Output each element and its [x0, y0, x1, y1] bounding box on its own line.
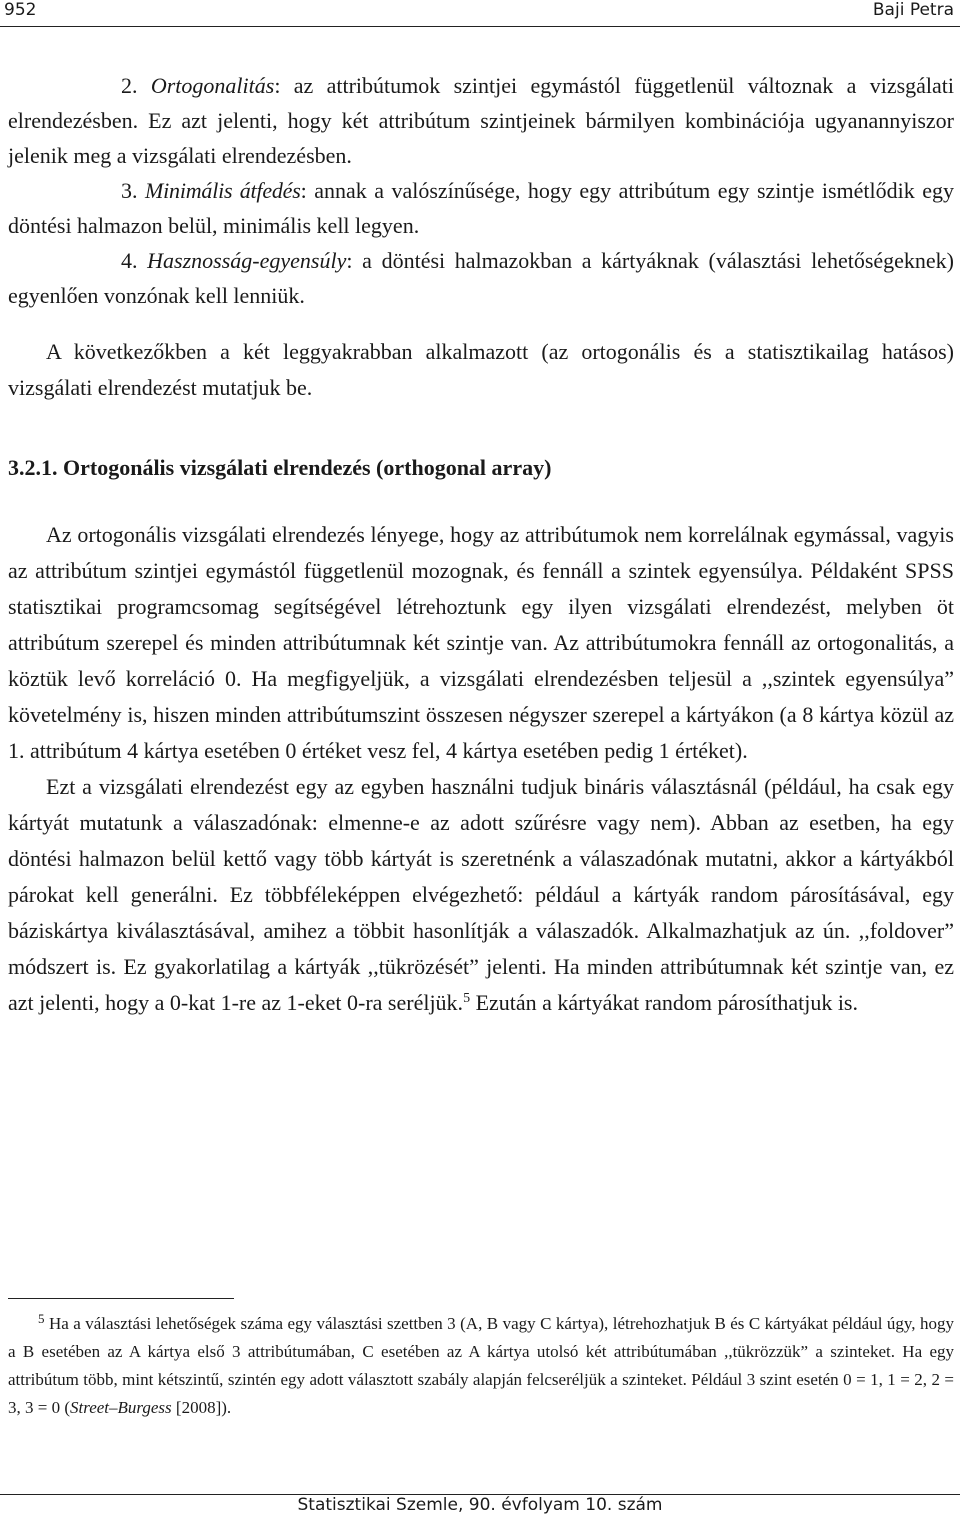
list-item-text: : a döntési halmazokban a kártyáknak (választási lehetőségeknek) egyenlően vonzónak kell lenniük. — [8, 248, 954, 308]
journal-name: Statisztikai Szemle, 90. évfolyam 10. szám — [297, 1495, 663, 1515]
running-footer — [0, 1494, 960, 1515]
list-item-term: Minimális átfedés — [144, 178, 301, 203]
author-name: Baji Petra — [872, 0, 954, 20]
list-item-minimal-overlap — [8, 173, 954, 243]
footnote-text-end: [2008]). — [171, 1398, 232, 1417]
list-item-number: 2. — [121, 73, 138, 98]
running-header — [0, 0, 960, 27]
list-item-utility-balance — [8, 243, 954, 313]
intro-paragraph: A következőkben a két leggyakrabban alkalmazott (az ortogonális és a statisztikailag hatásos) vizsgálati elrendezést mutatjuk be. — [8, 339, 954, 400]
list-item-term: Ortogonalitás — [150, 73, 275, 98]
list-item-text: : az attribútumok szintjei egymástól függetlenül változnak a vizsgálati elrendezésben. Ez azt jelenti, hogy két attribútum szintjeinek bármilyen kombinációja ugyanannyiszor jelenik meg a vizsgálati elrendezésben. — [8, 73, 955, 168]
list-item-number: 3. — [121, 178, 138, 203]
list-item-term: Hasznosság-egyensúly — [147, 248, 347, 273]
footnote-citation: Street–Burgess — [70, 1398, 172, 1417]
list-item-orthogonality — [8, 68, 954, 173]
list-item-number: 4. — [121, 248, 138, 273]
footnote-separator — [8, 1298, 234, 1299]
list-item-text: : annak a valószínűsége, hogy egy attribútum egy szintje ismétlődik egy döntési halmazon belül, minimális kell legyen. — [8, 178, 955, 238]
paragraph-text: Ezt a vizsgálati elrendezést egy az egyben használni tudjuk bináris választásnál (például, ha csak egy kártyát mutatunk a válaszadónak: elmenne-e az adott szűrésre vagy nem). Abban az esetben, ha egy döntési halmazon belül kettő vagy több kártyát is szeretnénk a válaszadónak mutatni, akkor a kártyákból párokat kell generálni. Ez többféleképpen elvégezhető: például a kártyák random párosításával, egy báziskártya kiválasztásával, amihez a többit hasonlítják a válaszadók. Alkalmazhatjuk az ún. ,,foldover” módszert is. Ez gyakorlatilag a kártyák ,,tükrözését” jelenti. Ha minden attribútumnak két szintje van, ez azt jelenti, hogy a 0-kat 1-re az 1-eket 0-ra seréljük. — [8, 774, 954, 1015]
body-paragraph-2 — [8, 769, 954, 1021]
footnote-text: Ha a választási lehetőségek száma egy választási szettben 3 (A, B vagy C kártya), létrehozhatjuk B és C kártyákat például úgy, hogy a B esetében az A kártya első 3 attribútumában, C esetében az A kártya utolsó két attribútumában ,,tükrözzük” a szinteket. Ha egy attribútum több, mint kétszintű, szintén egy adott választott szabály alapján felcseréljük a szinteket. Például 3 szint esetén 0 = 1, 1 = 2, 2 = 3, 3 = 0 ( — [8, 1314, 954, 1417]
paragraph-text-end: Ezután a kártyákat random párosíthatjuk is. — [470, 990, 858, 1015]
section-heading: 3.2.1. Ortogonális vizsgálati elrendezés (orthogonal array) — [8, 455, 552, 480]
footnote-mark: 5 — [38, 1311, 45, 1326]
body-paragraph-1: Az ortogonális vizsgálati elrendezés lényege, hogy az attribútumok nem korrelálnak egymással, vagyis az attribútum szintjei egymástól függetlenül mozognak, és fennáll a szintek egyensúlya. Példaként SPSS statisztikai programcsomag segítségével létrehoztunk egy ilyen vizsgálati elrendezést, melyben öt attribútum szerepel és minden attribútumnak két szintje van. Az attribútumokra fennáll az ortogonalitás, a köztük levő korreláció 0. Ha megfigyeljük, a vizsgálati elrendezésben teljesül a ,,szintek egyensúlya” követelmény is, hiszen minden attribútumszint összesen négyszer szerepel a kártyákon (a 8 kártya közül az 1. attribútum 4 kártya esetében 0 értéket vesz fel, 4 kártya esetében pedig 1 értéket). — [8, 522, 954, 763]
footnote — [8, 1310, 954, 1422]
page-number: 952 — [4, 0, 37, 20]
page-body — [8, 68, 954, 1021]
footnote-reference[interactable]: 5 — [463, 991, 471, 1006]
